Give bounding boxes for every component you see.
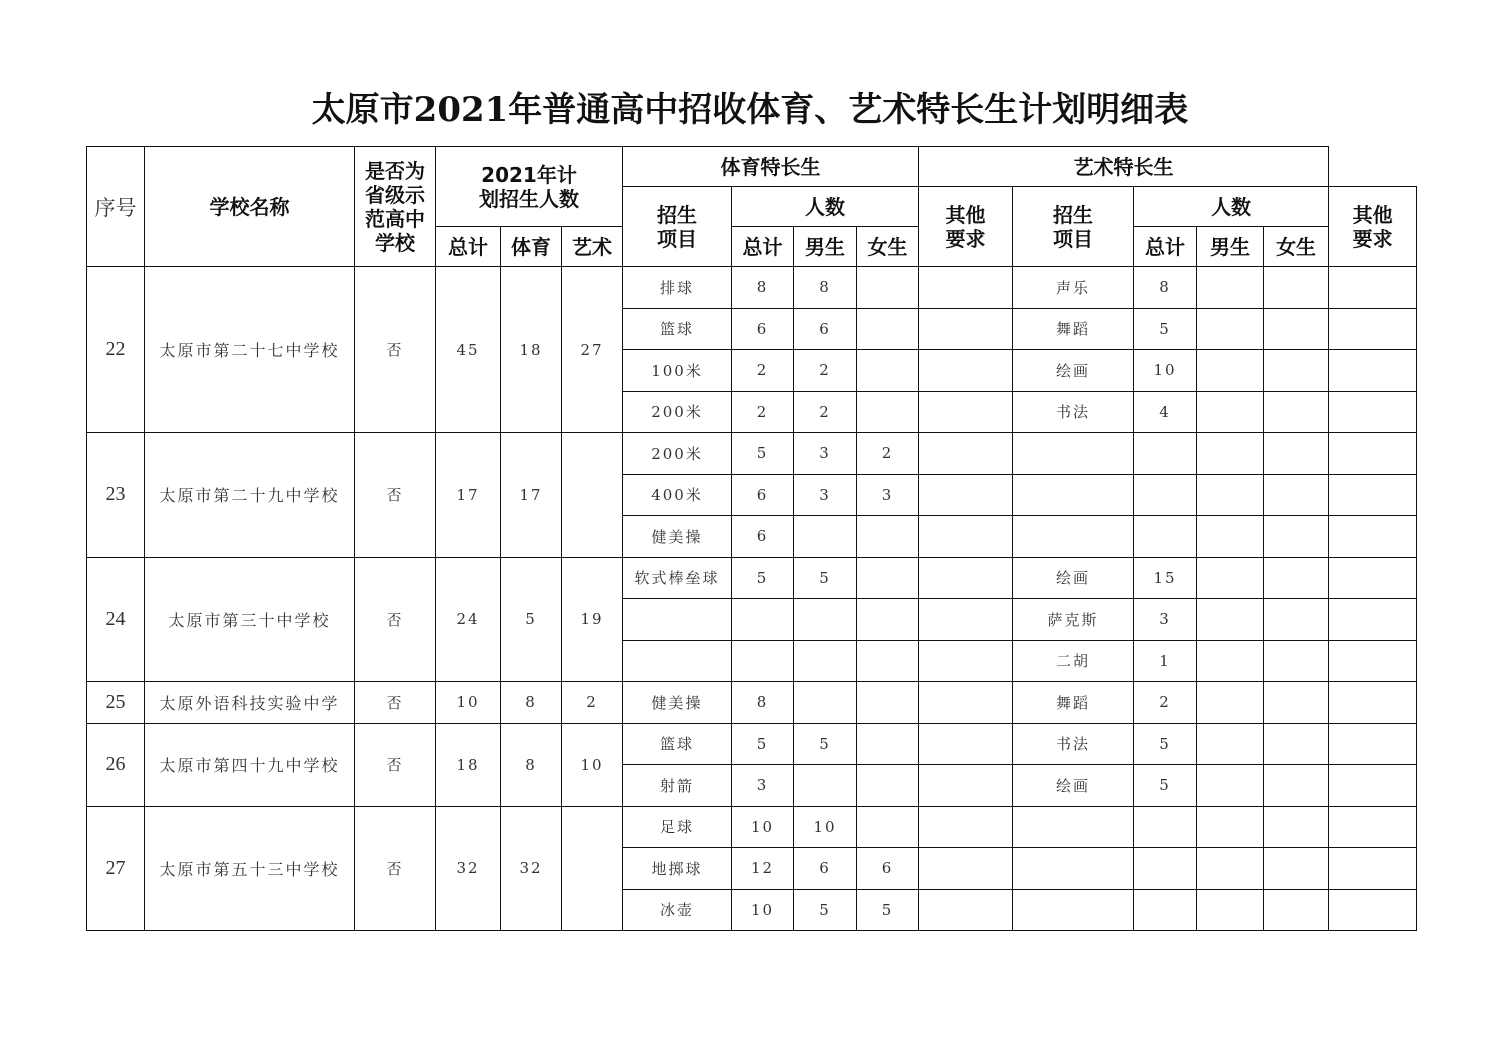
row-plan-art: 2 <box>562 682 623 724</box>
cell-a-male <box>1197 474 1264 516</box>
table-row <box>87 806 1417 848</box>
cell-a-female <box>1264 474 1329 516</box>
cell-a-item: 书法 <box>1013 723 1134 765</box>
cell-s-total: 6 <box>732 474 794 516</box>
cell-s-male: 8 <box>794 267 857 309</box>
cell-a-female <box>1264 308 1329 350</box>
cell-s-item: 篮球 <box>623 723 732 765</box>
cell-s-male: 2 <box>794 350 857 392</box>
cell-a-female <box>1264 599 1329 641</box>
cell-s-male: 10 <box>794 806 857 848</box>
cell-a-female <box>1264 723 1329 765</box>
header-art-item: 招生项目 <box>1013 187 1134 267</box>
cell-s-item: 地掷球 <box>623 848 732 890</box>
cell-s-total: 2 <box>732 391 794 433</box>
header-art-group: 艺术特长生 <box>919 147 1329 187</box>
table-row <box>87 433 1417 475</box>
cell-s-female: 2 <box>857 433 919 475</box>
cell-s-female <box>857 806 919 848</box>
cell-s-item: 篮球 <box>623 308 732 350</box>
cell-a-item: 绘画 <box>1013 765 1134 807</box>
cell-s-male: 5 <box>794 889 857 931</box>
cell-s-item: 足球 <box>623 806 732 848</box>
row-plan-total: 45 <box>436 267 501 433</box>
cell-a-female <box>1264 557 1329 599</box>
row-school-name: 太原外语科技实验中学 <box>145 682 355 724</box>
cell-s-other <box>919 599 1013 641</box>
cell-a-item <box>1013 516 1134 558</box>
header-sport-group: 体育特长生 <box>623 147 919 187</box>
cell-s-total: 3 <box>732 765 794 807</box>
header-art-female: 女生 <box>1264 227 1329 267</box>
cell-a-other <box>1329 557 1417 599</box>
row-school-name: 太原市第四十九中学校 <box>145 723 355 806</box>
header-sport-other: 其他要求 <box>919 187 1013 267</box>
cell-s-female: 5 <box>857 889 919 931</box>
row-plan-sport: 8 <box>501 682 562 724</box>
cell-s-female <box>857 599 919 641</box>
cell-s-male: 5 <box>794 557 857 599</box>
cell-s-total: 10 <box>732 806 794 848</box>
cell-a-other <box>1329 765 1417 807</box>
row-seq: 25 <box>87 682 145 724</box>
cell-a-total: 5 <box>1134 308 1197 350</box>
row-demo-flag: 否 <box>355 557 436 682</box>
header-sport-item: 招生项目 <box>623 187 732 267</box>
cell-s-male: 6 <box>794 308 857 350</box>
row-seq: 26 <box>87 723 145 806</box>
cell-a-male <box>1197 640 1264 682</box>
cell-s-male <box>794 765 857 807</box>
cell-s-female <box>857 516 919 558</box>
cell-s-other <box>919 806 1013 848</box>
header-art-total: 总计 <box>1134 227 1197 267</box>
cell-a-other <box>1329 391 1417 433</box>
cell-a-total: 3 <box>1134 599 1197 641</box>
cell-s-item: 排球 <box>623 267 732 309</box>
cell-s-male: 5 <box>794 723 857 765</box>
cell-a-total <box>1134 806 1197 848</box>
cell-a-total: 5 <box>1134 723 1197 765</box>
cell-a-item: 声乐 <box>1013 267 1134 309</box>
cell-s-item: 射箭 <box>623 765 732 807</box>
page-title: 太原市2021年普通高中招收体育、艺术特长生计划明细表 <box>311 90 1189 130</box>
table-body <box>87 267 1417 931</box>
cell-s-other <box>919 682 1013 724</box>
row-seq: 27 <box>87 806 145 931</box>
cell-a-item: 舞蹈 <box>1013 308 1134 350</box>
cell-a-male <box>1197 308 1264 350</box>
cell-a-female <box>1264 889 1329 931</box>
cell-a-item: 书法 <box>1013 391 1134 433</box>
cell-a-male <box>1197 350 1264 392</box>
cell-a-female <box>1264 765 1329 807</box>
cell-s-total: 5 <box>732 433 794 475</box>
row-seq: 24 <box>87 557 145 682</box>
cell-a-other <box>1329 806 1417 848</box>
cell-s-total: 6 <box>732 516 794 558</box>
cell-s-item: 健美操 <box>623 516 732 558</box>
cell-a-female <box>1264 806 1329 848</box>
cell-s-total: 8 <box>732 267 794 309</box>
table-row <box>87 267 1417 309</box>
cell-s-male <box>794 599 857 641</box>
cell-s-other <box>919 557 1013 599</box>
row-plan-sport: 5 <box>501 557 562 682</box>
header-plan-art: 艺术 <box>562 227 623 267</box>
cell-s-total: 2 <box>732 350 794 392</box>
cell-a-other <box>1329 848 1417 890</box>
cell-s-total <box>732 640 794 682</box>
row-school-name: 太原市第二十七中学校 <box>145 267 355 433</box>
cell-s-item <box>623 599 732 641</box>
row-plan-art <box>562 433 623 558</box>
cell-a-item <box>1013 433 1134 475</box>
cell-a-item: 萨克斯 <box>1013 599 1134 641</box>
header-school: 学校名称 <box>145 147 355 267</box>
row-plan-art: 27 <box>562 267 623 433</box>
cell-s-male <box>794 640 857 682</box>
row-plan-total: 17 <box>436 433 501 558</box>
header-demo-school: 是否为省级示范高中学校 <box>355 147 436 267</box>
row-plan-total: 10 <box>436 682 501 724</box>
cell-a-other <box>1329 474 1417 516</box>
cell-a-item: 绘画 <box>1013 557 1134 599</box>
cell-a-other <box>1329 640 1417 682</box>
cell-a-other <box>1329 723 1417 765</box>
cell-s-female: 3 <box>857 474 919 516</box>
row-plan-art <box>562 806 623 931</box>
row-demo-flag: 否 <box>355 682 436 724</box>
cell-a-other <box>1329 889 1417 931</box>
cell-a-total: 4 <box>1134 391 1197 433</box>
cell-a-total: 1 <box>1134 640 1197 682</box>
header-plan: 2021年计划招生人数 <box>436 147 623 227</box>
cell-a-item: 舞蹈 <box>1013 682 1134 724</box>
cell-a-total <box>1134 474 1197 516</box>
cell-a-female <box>1264 682 1329 724</box>
cell-s-item: 200米 <box>623 433 732 475</box>
cell-a-male <box>1197 391 1264 433</box>
row-demo-flag: 否 <box>355 723 436 806</box>
cell-s-total: 5 <box>732 557 794 599</box>
cell-a-total <box>1134 848 1197 890</box>
cell-a-item <box>1013 474 1134 516</box>
cell-s-other <box>919 723 1013 765</box>
cell-a-other <box>1329 682 1417 724</box>
table-row <box>87 557 1417 599</box>
cell-s-total <box>732 599 794 641</box>
cell-a-other <box>1329 433 1417 475</box>
cell-s-female <box>857 308 919 350</box>
cell-a-other <box>1329 599 1417 641</box>
header-art-count: 人数 <box>1134 187 1329 227</box>
cell-s-item: 冰壶 <box>623 889 732 931</box>
cell-s-male <box>794 516 857 558</box>
cell-a-total <box>1134 889 1197 931</box>
row-school-name: 太原市第二十九中学校 <box>145 433 355 558</box>
row-demo-flag: 否 <box>355 433 436 558</box>
header-sport-count: 人数 <box>732 187 919 227</box>
cell-a-total <box>1134 433 1197 475</box>
cell-s-female <box>857 391 919 433</box>
cell-a-total: 10 <box>1134 350 1197 392</box>
row-seq: 23 <box>87 433 145 558</box>
cell-a-total: 2 <box>1134 682 1197 724</box>
cell-s-total: 12 <box>732 848 794 890</box>
cell-a-female <box>1264 516 1329 558</box>
cell-s-male: 2 <box>794 391 857 433</box>
cell-s-total: 10 <box>732 889 794 931</box>
cell-s-female <box>857 682 919 724</box>
cell-a-other <box>1329 308 1417 350</box>
header-seq: 序号 <box>87 147 145 267</box>
cell-a-other <box>1329 267 1417 309</box>
row-plan-sport: 32 <box>501 806 562 931</box>
row-plan-art: 19 <box>562 557 623 682</box>
cell-a-item <box>1013 889 1134 931</box>
row-seq: 22 <box>87 267 145 433</box>
cell-a-male <box>1197 889 1264 931</box>
cell-a-female <box>1264 267 1329 309</box>
cell-s-other <box>919 640 1013 682</box>
cell-s-other <box>919 474 1013 516</box>
cell-a-other <box>1329 350 1417 392</box>
cell-a-male <box>1197 682 1264 724</box>
cell-s-item: 软式棒垒球 <box>623 557 732 599</box>
row-plan-sport: 8 <box>501 723 562 806</box>
cell-a-total: 15 <box>1134 557 1197 599</box>
cell-a-female <box>1264 433 1329 475</box>
cell-s-other <box>919 267 1013 309</box>
enrollment-plan-table <box>86 146 1417 931</box>
cell-s-other <box>919 433 1013 475</box>
row-demo-flag: 否 <box>355 267 436 433</box>
cell-s-male: 3 <box>794 474 857 516</box>
cell-s-female <box>857 765 919 807</box>
cell-s-item: 健美操 <box>623 682 732 724</box>
cell-a-female <box>1264 640 1329 682</box>
cell-a-total <box>1134 516 1197 558</box>
cell-a-male <box>1197 765 1264 807</box>
cell-a-male <box>1197 433 1264 475</box>
header-sport-female: 女生 <box>857 227 919 267</box>
row-plan-total: 32 <box>436 806 501 931</box>
cell-s-female <box>857 267 919 309</box>
row-plan-total: 24 <box>436 557 501 682</box>
cell-a-female <box>1264 391 1329 433</box>
table-row <box>87 723 1417 765</box>
header-sport-total: 总计 <box>732 227 794 267</box>
cell-s-item <box>623 640 732 682</box>
header-art-male: 男生 <box>1197 227 1264 267</box>
cell-s-total: 8 <box>732 682 794 724</box>
cell-s-male <box>794 682 857 724</box>
header-plan-total: 总计 <box>436 227 501 267</box>
cell-s-male: 3 <box>794 433 857 475</box>
cell-s-other <box>919 516 1013 558</box>
header-art-other: 其他要求 <box>1329 187 1417 267</box>
cell-a-male <box>1197 599 1264 641</box>
cell-s-other <box>919 391 1013 433</box>
cell-a-item <box>1013 848 1134 890</box>
cell-a-item: 绘画 <box>1013 350 1134 392</box>
cell-s-other <box>919 765 1013 807</box>
cell-a-other <box>1329 516 1417 558</box>
row-demo-flag: 否 <box>355 806 436 931</box>
header-sport-male: 男生 <box>794 227 857 267</box>
cell-a-item <box>1013 806 1134 848</box>
cell-a-total: 8 <box>1134 267 1197 309</box>
cell-a-male <box>1197 806 1264 848</box>
cell-a-female <box>1264 350 1329 392</box>
cell-a-male <box>1197 557 1264 599</box>
cell-a-item: 二胡 <box>1013 640 1134 682</box>
row-school-name: 太原市第三十中学校 <box>145 557 355 682</box>
cell-s-male: 6 <box>794 848 857 890</box>
cell-s-item: 400米 <box>623 474 732 516</box>
cell-a-male <box>1197 516 1264 558</box>
cell-a-male <box>1197 723 1264 765</box>
row-plan-art: 10 <box>562 723 623 806</box>
cell-a-male <box>1197 848 1264 890</box>
cell-s-item: 200米 <box>623 391 732 433</box>
cell-s-other <box>919 848 1013 890</box>
cell-s-female: 6 <box>857 848 919 890</box>
cell-s-other <box>919 350 1013 392</box>
cell-a-total: 5 <box>1134 765 1197 807</box>
row-plan-sport: 17 <box>501 433 562 558</box>
header-plan-sport: 体育 <box>501 227 562 267</box>
cell-a-male <box>1197 267 1264 309</box>
cell-a-female <box>1264 848 1329 890</box>
cell-s-other <box>919 889 1013 931</box>
cell-s-item: 100米 <box>623 350 732 392</box>
cell-s-female <box>857 723 919 765</box>
row-plan-total: 18 <box>436 723 501 806</box>
cell-s-total: 6 <box>732 308 794 350</box>
cell-s-total: 5 <box>732 723 794 765</box>
cell-s-other <box>919 308 1013 350</box>
cell-s-female <box>857 557 919 599</box>
table-row <box>87 682 1417 724</box>
cell-s-female <box>857 350 919 392</box>
row-plan-sport: 18 <box>501 267 562 433</box>
row-school-name: 太原市第五十三中学校 <box>145 806 355 931</box>
table-header <box>87 147 1417 267</box>
cell-s-female <box>857 640 919 682</box>
